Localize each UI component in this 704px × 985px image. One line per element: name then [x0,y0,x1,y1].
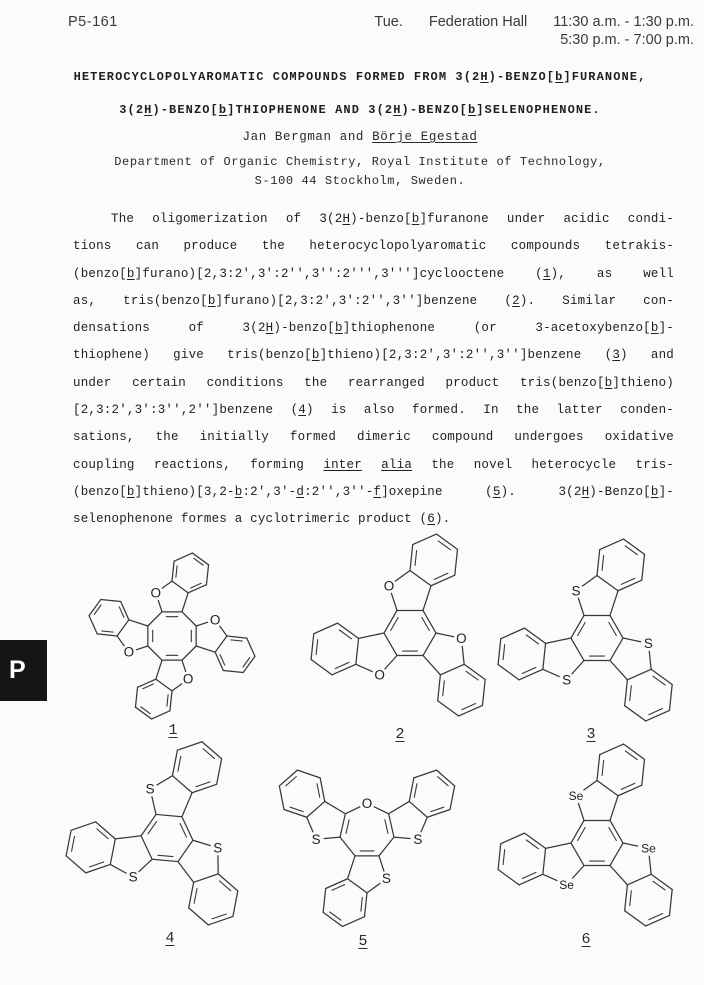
structure-figure-3 [472,523,704,753]
structure-1-drawing [47,521,297,751]
svg-text:S: S [128,869,138,885]
compound-number-1: 1 [168,722,178,739]
abstract-line: tions can produce the heterocyclopolyaromatic compounds tetrakis- [73,239,674,254]
abstract-line: (benzo[b]furano)[2,3:2',3':2'',3'':2''',3''']cyclooctene (1), as well [73,266,675,281]
svg-text:S: S [381,871,391,887]
paper-code: P5-161 [68,14,118,30]
compound-number-5: 5 [358,933,368,950]
svg-text:S: S [145,781,155,797]
abstract-line: under certain conditions the rearranged product tris(benzo[b]thieno) [73,375,674,390]
abstract-line: [2,3:2',3':3'',2'']benzene (4) is also formed. In the latter conden- [73,403,674,418]
abstract-line: The oligomerization of 3(2H)-benzo[b]furanone under acidic condi- [111,212,674,226]
svg-text:Se: Se [559,877,574,892]
svg-text:O: O [182,671,194,687]
svg-text:S: S [213,840,223,856]
compound-number-2: 2 [395,726,405,743]
authors: Jan Bergman and Börje Egestad [242,130,478,144]
compound-number-4: 4 [165,930,175,947]
svg-text:S: S [571,583,581,599]
structure-5-drawing [242,730,492,960]
svg-text:O: O [374,667,385,683]
svg-text:Se: Se [568,788,584,803]
paper-title-line-1: HETEROCYCLOPOLYAROMATIC COMPOUNDS FORMED FROM 3(2H)-BENZO[b]FURANONE, [73,70,647,84]
structure-figure-1 [47,521,297,751]
head-block [42,70,678,191]
abstract-paragraph [73,206,674,534]
abstract-line: coupling reactions, forming inter alia the novel heterocycle tris- [73,457,675,472]
session-time-2: 5:30 p.m. - 7:00 p.m. [560,32,694,48]
structure-figure-5 [242,730,492,960]
paper-title-line-2: 3(2H)-BENZO[b]THIOPHENONE AND 3(2H)-BENZO[b]SELENOPHENONE. [119,103,601,117]
affiliation-line-2: S-100 44 Stockholm, Sweden. [254,174,466,188]
svg-text:O: O [383,578,395,594]
session-location: Federation Hall [428,14,528,30]
svg-text:O: O [361,795,373,811]
svg-text:S: S [643,635,653,651]
svg-text:O: O [123,644,135,660]
page-index-tab [0,640,47,701]
abstract-line: (benzo[b]thieno)[3,2-b:2',3'-d:2'',3''-f]oxepine (5). 3(2H)-Benzo[b]- [73,484,674,499]
structure-3-drawing [472,523,704,753]
svg-text:O: O [209,612,221,628]
svg-text:O: O [150,585,162,601]
session-info [374,14,694,48]
session-time-1: 11:30 a.m. - 1:30 p.m. [553,14,694,30]
affiliation-line-1: Department of Organic Chemistry, Royal Institute of Technology, [114,155,606,169]
svg-text:S: S [311,831,321,847]
compound-number-6: 6 [581,931,591,948]
abstract-line: thiophene) give tris(benzo[b]thieno)[2,3:2',3':2'',3'']benzene (3) and [73,348,674,363]
svg-text:Se: Se [641,841,656,856]
compound-number-3: 3 [586,726,596,743]
abstract-line: as, tris(benzo[b]furano)[2,3:2',3':2'',3'']benzene (2). Similar con- [73,293,674,308]
svg-text:S: S [413,831,423,847]
structure-6-drawing [472,728,704,958]
abstract-line: selenophenone formes a cyclotrimeric product (6). [73,512,451,527]
page-index-tab-label: P [9,656,26,684]
svg-text:S: S [562,672,572,688]
abstract-line: densations of 3(2H)-benzo[b]thiophenone (or 3-acetoxybenzo[b]- [73,321,674,336]
session-day: Tue. [374,14,403,30]
structure-figure-6 [472,728,704,958]
svg-text:O: O [456,630,467,646]
abstract-line: sations, the initially formed dimeric compound undergoes oxidative [73,430,674,445]
affiliation [42,153,678,191]
